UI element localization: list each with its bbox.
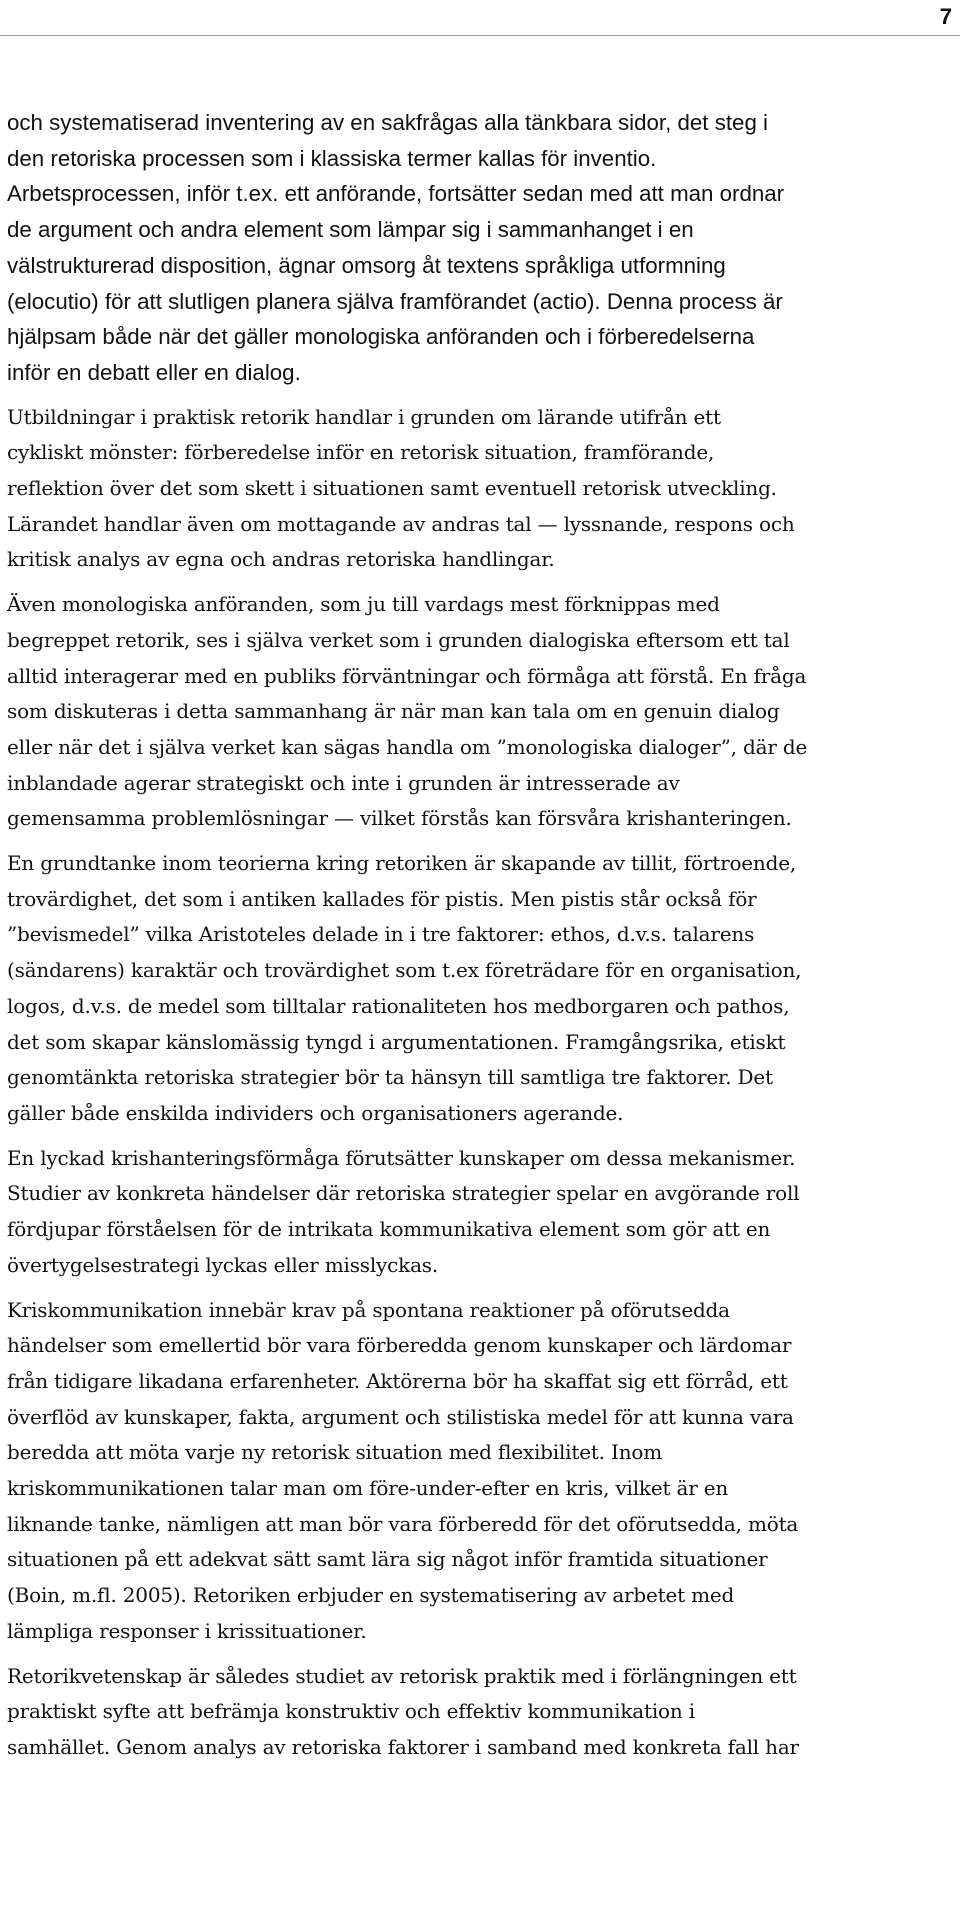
text-line: fördjupar förståelsen för de intrikata kommunikativa element som gör att en xyxy=(7,1217,771,1242)
header-rule xyxy=(0,35,960,36)
paragraph-4 xyxy=(7,846,950,1132)
paragraph-2 xyxy=(7,400,950,579)
paragraph-6 xyxy=(7,1293,950,1650)
paragraph-1 xyxy=(7,105,950,391)
text-line: trovärdighet, det som i antiken kallades för pistis. Men pistis står också för xyxy=(7,886,757,911)
text-line: Lärandet handlar även om mottagande av andras tal — lyssnande, respons och xyxy=(7,511,795,536)
text-line: övertygelsestrategi lyckas eller misslyckas. xyxy=(7,1252,439,1277)
text-line: En lyckad krishanteringsförmåga förutsätter kunskaper om dessa mekanismer. xyxy=(7,1145,796,1170)
text-line: begreppet retorik, ses i själva verket som i grunden dialogiska eftersom ett tal xyxy=(7,627,790,652)
paragraph-7 xyxy=(7,1659,950,1766)
text-line: hjälpsam både när det gäller monologiska anföranden och i förberedelserna xyxy=(7,324,755,350)
text-line: inför en debatt eller en dialog. xyxy=(7,359,301,385)
text-line: kritisk analys av egna och andras retoriska handlingar. xyxy=(7,547,555,572)
text-line: praktiskt syfte att befrämja konstruktiv och effektiv kommunikation i xyxy=(7,1699,695,1724)
text-line: gäller både enskilda individers och organisationers agerande. xyxy=(7,1100,624,1125)
text-line: överflöd av kunskaper, fakta, argument och stilistiska medel för att kunna vara xyxy=(7,1404,794,1429)
text-line: (sändarens) karaktär och trovärdighet som t.ex företrädare för en organisation, xyxy=(7,958,802,983)
text-line: En grundtanke inom teorierna kring retoriken är skapande av tillit, förtroende, xyxy=(7,851,796,876)
text-line: Kriskommunikation innebär krav på spontana reaktioner på oförutsedda xyxy=(7,1297,730,1322)
paragraph-5 xyxy=(7,1141,950,1284)
text-line: logos, d.v.s. de medel som tilltalar rationaliteten hos medborgaren och pathos, xyxy=(7,993,790,1018)
text-line: (Boin, m.fl. 2005). Retoriken erbjuder en systematisering av arbetet med xyxy=(7,1583,735,1608)
text-line: och systematiserad inventering av en sakfrågas alla tänkbara sidor, det steg i xyxy=(7,110,768,135)
text-line: situationen på ett adekvat sätt samt lära sig något inför framtida situationer xyxy=(7,1547,768,1572)
text-line: det som skapar känslomässig tyngd i argumentationen. Framgångsrika, etiskt xyxy=(7,1029,786,1054)
text-line: ”bevismedel” vilka Aristoteles delade in i tre faktorer: ethos, d.v.s. talarens xyxy=(7,922,755,947)
text-line: Retorikvetenskap är således studiet av retorisk praktik med i förlängningen ett xyxy=(7,1663,797,1688)
text-line: den retoriska processen som i klassiska termer kallas för inventio. xyxy=(7,145,657,171)
text-line: reflektion över det som skett i situationen samt eventuell retorisk utveckling. xyxy=(7,476,777,501)
text-line: (elocutio) för att slutligen planera själva framförandet (actio). Denna process är xyxy=(7,288,783,314)
page-number: 7 xyxy=(939,4,952,29)
text-line: välstrukturerad disposition, ägnar omsorg åt textens språkliga utformning xyxy=(7,252,726,278)
page-body xyxy=(7,105,950,1766)
text-line: Även monologiska anföranden, som ju till vardags mest förknippas med xyxy=(7,592,720,617)
text-line: Arbetsprocessen, inför t.ex. ett anförande, fortsätter sedan med att man ordnar xyxy=(7,181,785,207)
text-line: eller när det i själva verket kan sägas handla om ”monologiska dialoger”, där de xyxy=(7,734,808,759)
text-line: inblandade agerar strategiskt och inte i grunden är intresserade av xyxy=(7,770,680,795)
text-line: liknande tanke, nämligen att man bör vara förberedd för det oförutsedda, möta xyxy=(7,1511,799,1536)
text-line: händelser som emellertid bör vara förberedda genom kunskaper och lärdomar xyxy=(7,1333,792,1358)
text-line: lämpliga responser i krissituationer. xyxy=(7,1618,367,1643)
text-line: alltid interagerar med en publiks förväntningar och förmåga att förstå. En fråga xyxy=(7,663,807,688)
text-line: Utbildningar i praktisk retorik handlar i grunden om lärande utifrån ett xyxy=(7,404,721,429)
text-line: kriskommunikationen talar man om före-under-efter en kris, vilket är en xyxy=(7,1476,729,1501)
text-line: som diskuteras i detta sammanhang är när man kan tala om en genuin dialog xyxy=(7,699,780,724)
text-line: genomtänkta retoriska strategier bör ta hänsyn till samtliga tre faktorer. Det xyxy=(7,1065,773,1090)
text-line: gemensamma problemlösningar — vilket förstås kan försvåra krishanteringen. xyxy=(7,806,792,831)
text-line: samhället. Genom analys av retoriska faktorer i samband med konkreta fall har xyxy=(7,1734,799,1759)
text-line: beredda att möta varje ny retorisk situation med flexibilitet. Inom xyxy=(7,1440,662,1465)
text-line: från tidigare likadana erfarenheter. Aktörerna bör ha skaffat sig ett förråd, ett xyxy=(7,1368,788,1393)
text-line: cykliskt mönster: förberedelse inför en retorisk situation, framförande, xyxy=(7,440,715,465)
text-line: Studier av konkreta händelser där retoriska strategier spelar en avgörande roll xyxy=(7,1181,800,1206)
text-line: de argument och andra element som lämpar sig i sammanhanget i en xyxy=(7,217,694,243)
paragraph-3 xyxy=(7,587,950,837)
